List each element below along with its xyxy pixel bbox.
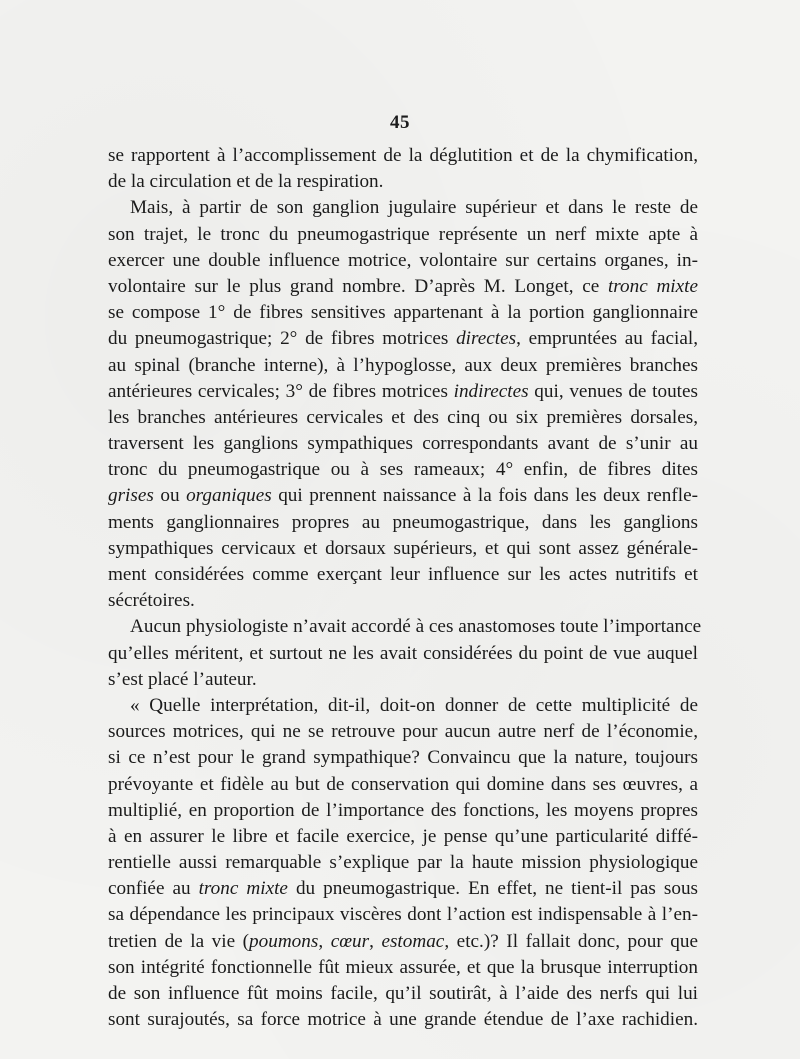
- text-line: [108, 772, 698, 798]
- text-line: [108, 745, 698, 771]
- line-text: Aucun physiologiste n’avait accordé à ces anastomoses toute l’importance: [130, 616, 702, 638]
- italic-text: grises: [108, 485, 154, 507]
- line-text: sources motrices, qui ne se retrouve pour aucun autre nerf de l’économie,: [108, 721, 698, 743]
- text-line: [108, 693, 698, 719]
- line-text: sa dépendance les principaux viscères dont l’action est indispensable à l’en-: [108, 904, 698, 926]
- line-text: , empruntées au facial,: [516, 328, 698, 350]
- text-line: [108, 483, 698, 509]
- text-line: [108, 798, 698, 824]
- line-text: rentielle aussi remarquable s’explique par la haute mission physiologique: [108, 852, 698, 874]
- text-line: [108, 902, 698, 928]
- line-text: antérieures cervicales; 3° de fibres motrices: [108, 380, 454, 402]
- line-text: prévoyante et fidèle au but de conservation qui domine dans ses œuvres, a: [108, 773, 698, 795]
- text-line: [108, 824, 698, 850]
- line-text: de la circulation et de la respiration.: [108, 171, 384, 193]
- line-text: les branches antérieures cervicales et des cinq ou six premières dorsales,: [108, 406, 698, 428]
- text-line: [108, 274, 698, 300]
- text-line: [108, 1007, 698, 1033]
- text-line: [108, 850, 698, 876]
- text-line: [108, 562, 698, 588]
- line-text: confiée au: [108, 878, 199, 900]
- text-line: [108, 641, 698, 667]
- line-text: tretien de la vie (: [108, 930, 250, 952]
- text-line: [108, 955, 698, 981]
- italic-text: cœur: [330, 930, 370, 952]
- text-line: [108, 510, 698, 536]
- line-text: s’est placé l’auteur.: [108, 668, 257, 690]
- text-line: [108, 300, 698, 326]
- text-line: [108, 379, 698, 405]
- italic-text: indirectes: [453, 380, 529, 402]
- italic-text: organiques: [186, 485, 272, 507]
- italic-text: directes: [456, 328, 517, 350]
- text-line: [108, 614, 702, 640]
- line-text: son trajet, le tronc du pneumogastrique représente un nerf mixte apte à: [108, 223, 698, 245]
- line-text: , etc.)? Il fallait donc, pour que: [444, 930, 698, 952]
- text-line: [108, 981, 698, 1007]
- line-text: ments ganglionnaires propres au pneumogastrique, dans les ganglions: [108, 511, 698, 533]
- line-text: volontaire sur le plus grand nombre. D’après M. Longet, ce: [108, 275, 608, 297]
- text-line: [108, 326, 698, 352]
- line-text: à en assurer le libre et facile exercice, je pense qu’une particularité diffé-: [108, 825, 698, 847]
- text-line: [108, 405, 698, 431]
- text-line: [108, 195, 698, 221]
- line-text: tronc du pneumogastrique ou à ses rameaux; 4° enfin, de fibres dites: [108, 459, 698, 481]
- text-line: [108, 536, 698, 562]
- line-text: de son influence fût moins facile, qu’il soutirât, à l’aide des nerfs qui lui: [108, 983, 698, 1004]
- text-line: [108, 719, 698, 745]
- body-text: [108, 143, 702, 1033]
- text-line: [108, 929, 698, 955]
- text-line: [108, 143, 698, 169]
- line-text: ment considérées comme exerçant leur influence sur les actes nutritifs et: [108, 564, 698, 585]
- line-text: se rapportent à l’accomplissement de la déglutition et de la chymification,: [108, 145, 698, 166]
- italic-text: poumons: [249, 930, 319, 952]
- italic-text: tronc mixte: [607, 275, 698, 297]
- line-text: traversent les ganglions sympathiques correspondants avant de s’unir au: [108, 433, 698, 455]
- line-text: si ce n’est pour le grand sympathique? Convaincu que la nature, toujours: [108, 747, 698, 769]
- line-text: qu’elles méritent, et surtout ne les avait considérées du point de vue auquel: [108, 642, 698, 664]
- line-text: qui, venues de toutes: [528, 380, 698, 402]
- line-text: au spinal (branche interne), à l’hypoglosse, aux deux premières branches: [108, 354, 698, 376]
- text-line: [108, 667, 698, 693]
- text-line: [108, 222, 698, 248]
- line-text: ,: [318, 930, 331, 952]
- line-text: son intégrité fonctionnelle fût mieux assurée, et que la brusque interruption: [108, 956, 698, 978]
- line-text: sont surajoutés, sa force motrice à une grande étendue de l’axe rachidien.: [108, 1009, 698, 1031]
- line-text: se compose 1° de fibres sensitives appartenant à la portion ganglionnaire: [108, 302, 698, 324]
- line-text: ,: [369, 930, 382, 952]
- italic-text: tronc mixte: [198, 878, 288, 900]
- text-line: [108, 248, 698, 274]
- line-text: sympathiques cervicaux et dorsaux supérieurs, et qui sont assez générale-: [108, 537, 698, 559]
- text-line: [108, 876, 698, 902]
- text-line: [108, 457, 698, 483]
- line-text: du pneumogastrique. En effet, ne tient-il pas sous: [287, 878, 699, 900]
- text-line: [108, 169, 698, 195]
- text-line: [108, 431, 698, 457]
- line-text: multiplié, en proportion de l’importance des fonctions, les moyens propres: [108, 799, 698, 821]
- line-text: ou: [153, 485, 187, 507]
- line-text: exercer une double influence motrice, volontaire sur certains organes, in-: [108, 249, 698, 271]
- line-text: du pneumogastrique; 2° de fibres motrices: [108, 328, 457, 350]
- page-number: 45: [390, 112, 410, 133]
- line-text: Mais, à partir de son ganglion jugulaire supérieur et dans le reste de: [130, 197, 698, 219]
- line-text: qui prennent naissance à la fois dans les deux renfle-: [271, 485, 699, 507]
- text-line: [108, 588, 698, 614]
- text-line: [108, 353, 698, 379]
- line-text: sécrétoires.: [108, 590, 195, 612]
- italic-text: estomac: [381, 930, 445, 952]
- line-text: « Quelle interprétation, dit-il, doit-on donner de cette multiplicité de: [130, 694, 698, 716]
